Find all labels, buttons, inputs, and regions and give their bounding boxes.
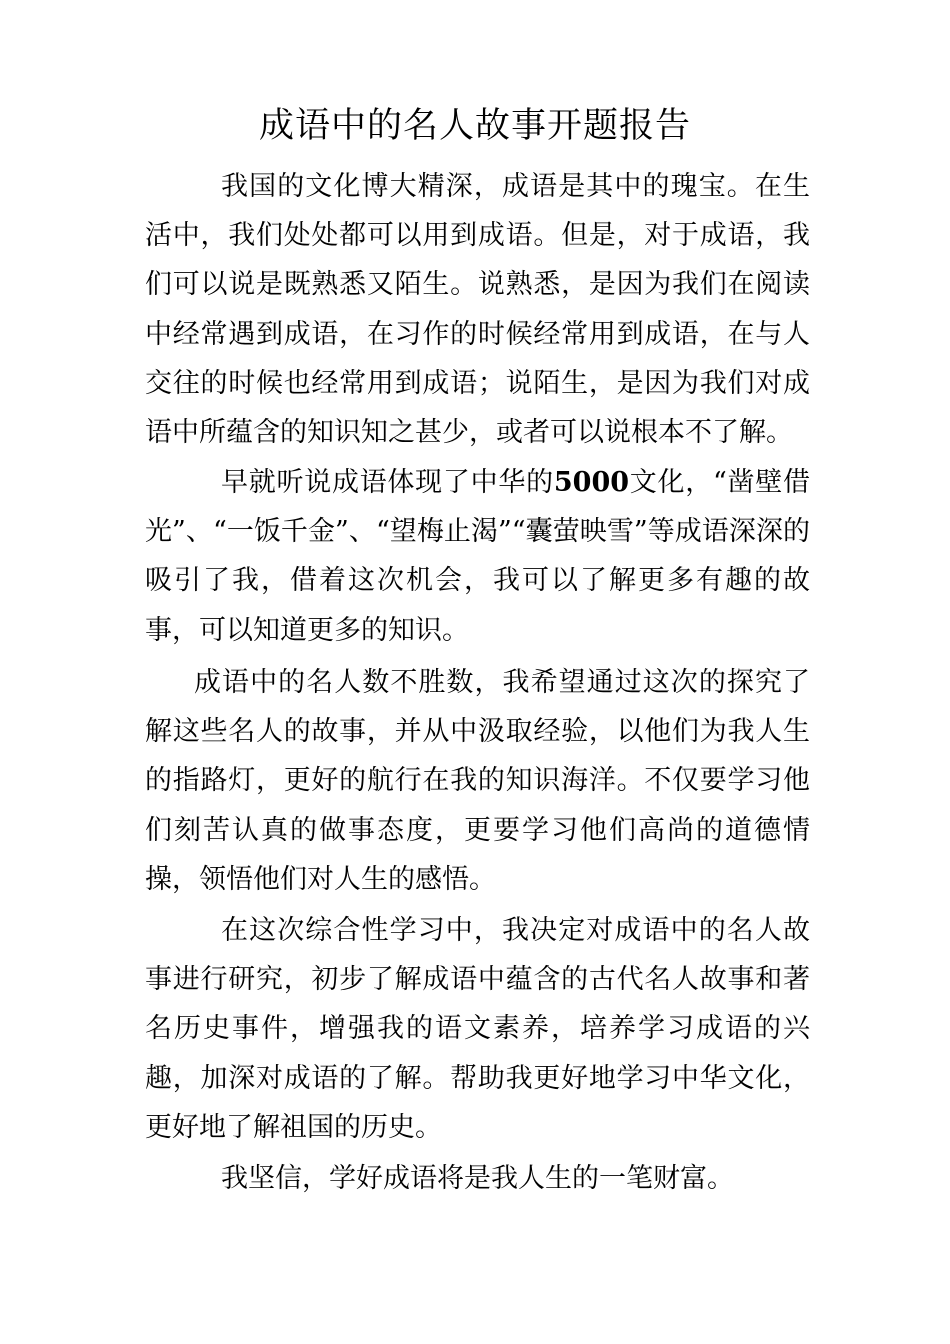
paragraph-5: 我坚信，学好成语将是我人生的一笔财富。 <box>221 1163 734 1194</box>
paragraph-2-text-start: 早就听说成语体现了中华的 <box>221 467 554 498</box>
paragraph-3: 成语中的名人数不胜数，我希望通过这次的探究了解这些名人的故事，并从中汲取经验，以他们为我人生的指路灯，更好的航行在我的知识海洋。不仅要学习他们刻苦认真的做事态度，更要学习他们高尚的道德情操，领悟他们对人生的感悟。 <box>145 667 810 895</box>
paragraph-2-text-end: 文化，“凿壁借光”、“一饭千金”、“望梅止渴”“囊萤映雪”等成语深深的吸引了我，借着这次机会，我可以了解更多有趣的故事，可以知道更多的知识。 <box>145 467 811 646</box>
paragraph-2 <box>145 458 810 655</box>
paragraph-4: 在这次综合性学习中，我决定对成语中的名人故事进行研究，初步了解成语中蕴含的古代名人故事和著名历史事件，增强我的语文素养，培养学习成语的兴趣，加深对成语的了解。帮助我更好地学习中华文化，更好地了解祖国的历史。 <box>145 915 810 1143</box>
paragraph-1: 我国的文化博大精深，成语是其中的瑰宝。在生活中，我们处处都可以用到成语。但是，对于成语，我们可以说是既熟悉又陌生。说熟悉，是因为我们在阅读中经常遇到成语，在习作的时候经常用到成语，在与人交往的时候也经常用到成语；说陌生，是因为我们对成语中所蕴含的知识知之甚少，或者可以说根本不了解。 <box>145 171 810 449</box>
paragraph-2-number: 5000 <box>553 467 630 498</box>
document-title: 成语中的名人故事开题报告 <box>258 106 691 146</box>
